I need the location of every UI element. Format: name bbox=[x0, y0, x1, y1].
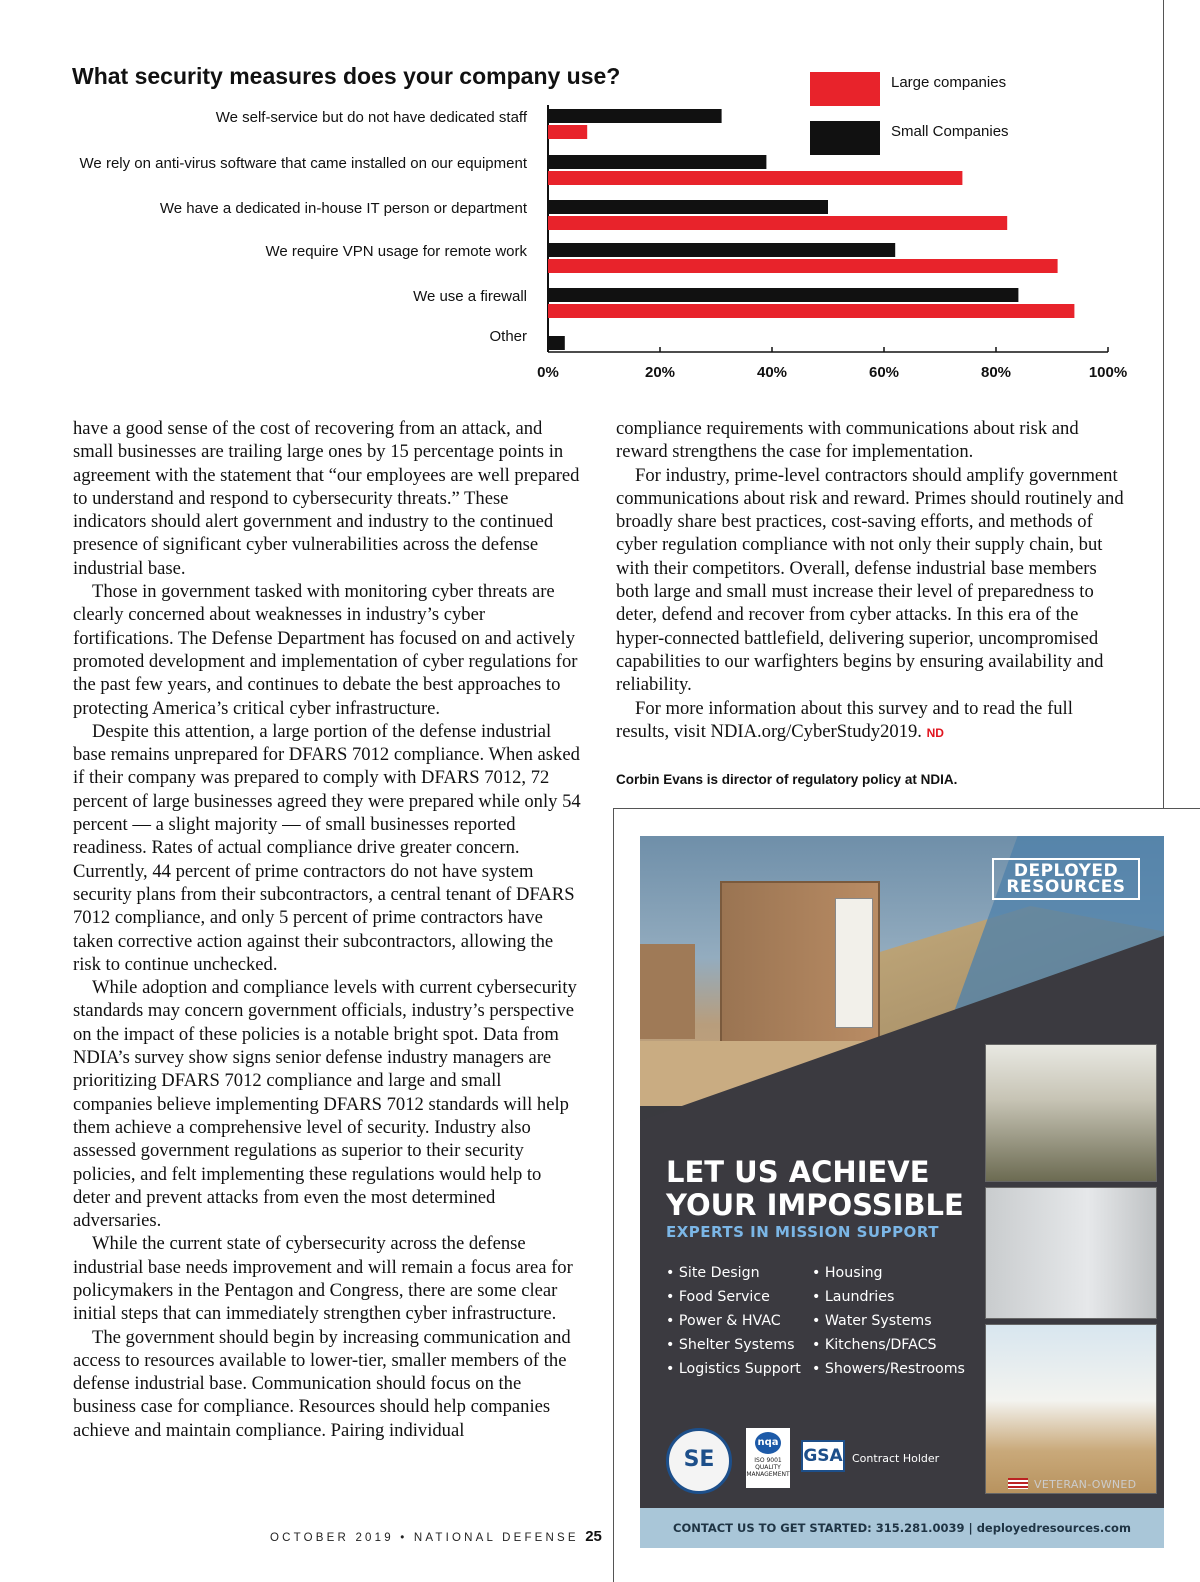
chart-legend-swatch bbox=[810, 121, 880, 155]
chart-category-label: Other bbox=[489, 328, 527, 345]
ad-contract-holder: Contract Holder bbox=[852, 1452, 940, 1465]
article-paragraph: Those in government tasked with monitoring cyber threats are clearly concerned about weaknesses in industry’s cyber fortifications. The Defense Department has focused on and actively promoted development and implementation of cyber regulations for the past few years, and continues to debate the best approaches to protecting America’s critical cyber infrastructure. bbox=[73, 581, 578, 719]
page-footer bbox=[270, 1528, 602, 1545]
ad-services-right bbox=[812, 1261, 965, 1381]
chart-legend-swatch bbox=[810, 72, 880, 106]
ad-gsa-logo-icon: GSA bbox=[801, 1440, 845, 1472]
ad-frame-left-rule bbox=[613, 808, 614, 1582]
ad-contact-bar[interactable]: CONTACT US TO GET STARTED: 315.281.0039 | deployedresources.com bbox=[640, 1508, 1164, 1548]
ad-service-item: • Logistics Support bbox=[666, 1357, 801, 1381]
chart-bar-small bbox=[548, 336, 565, 350]
ad-services-left bbox=[666, 1261, 801, 1381]
chart-bar-small bbox=[548, 109, 722, 123]
ad-service-item: • Housing bbox=[812, 1261, 965, 1285]
article-column-left bbox=[73, 417, 583, 1442]
article-paragraph: compliance requirements with communications about risk and reward strengthens the case for implementation. bbox=[616, 418, 1079, 463]
ad-headline bbox=[666, 1156, 964, 1222]
quality-label: QUALITY MANAGEMENT bbox=[746, 1464, 790, 1478]
chart-category-label: We require VPN usage for remote work bbox=[265, 243, 527, 260]
ad-service-item: • Food Service bbox=[666, 1285, 801, 1309]
page-rule-vertical bbox=[1163, 0, 1164, 808]
chart-bar-small bbox=[548, 243, 895, 257]
chart-x-tick-label: 60% bbox=[868, 364, 900, 381]
nqa-logo: nqa bbox=[755, 1432, 781, 1454]
ad-service-item: • Laundries bbox=[812, 1285, 965, 1309]
chart-legend-label: Large companies bbox=[891, 74, 1007, 91]
chart-x-tick-label: 0% bbox=[537, 364, 559, 381]
article-paragraph: For more information about this survey and to read the full results, visit NDIA.org/CyberStudy2019. ND bbox=[616, 697, 1073, 742]
chart-category-label: We self-service but do not have dedicated staff bbox=[215, 109, 527, 126]
chart-bar-large bbox=[548, 125, 587, 139]
article-paragraph: While adoption and compliance levels with current cybersecurity standards may concern government officials, industry’s perspective on the impact of these policies is a notable bright spot. Data from NDIA’s survey show signs senior defense industry managers are prioritizing DFARS 7012 compliance and large and small companies believe implementing DFARS 7012 standards will help them achieve a comprehensive level of security. Industry also assessed government regulations as superior to their security policies, and felt implementing these regulations would help to deter and prevent attacks from even the most determined adversaries. bbox=[73, 977, 577, 1232]
chart-title: What security measures does your company use? bbox=[72, 63, 621, 89]
ad-headline-line1: LET US ACHIEVE bbox=[666, 1155, 930, 1189]
deployed-resources-ad[interactable] bbox=[640, 836, 1164, 1548]
chart-category-label: We have a dedicated in-house IT person or department bbox=[159, 200, 527, 217]
ad-service-item: • Kitchens/DFACS bbox=[812, 1333, 965, 1357]
article-paragraph: have a good sense of the cost of recovering from an attack, and small businesses are trailing large ones by 15 percentage points in agreement with the statement that “our employees are well prepared to understand and respond to cybersecurity threats.” These indicators should alert government and industry to the continued presence of significant cyber vulnerabilities across the defense industrial base. bbox=[73, 418, 580, 579]
ad-frame-top-rule bbox=[613, 808, 1200, 809]
chart-bar-large bbox=[548, 304, 1074, 318]
chart-legend-label: Small Companies bbox=[891, 123, 1009, 140]
chart-bar-small bbox=[548, 288, 1018, 302]
security-measures-chart bbox=[0, 0, 1160, 400]
article-paragraph: While the current state of cybersecurity across the defense industrial base needs improvement and will remain a focus area for policymakers in the Pentagon and Congress, there are some clear initial steps that can immediately strengthen cyber infrastructure. bbox=[73, 1233, 573, 1325]
ad-logo bbox=[992, 858, 1140, 900]
chart-bar-large bbox=[548, 216, 1007, 230]
ad-logo-line2: RESOURCES bbox=[1006, 877, 1126, 897]
chart-x-tick-label: 80% bbox=[980, 364, 1012, 381]
ad-headline-line2: YOUR IMPOSSIBLE bbox=[666, 1188, 964, 1222]
ad-safe-seal-icon: SE bbox=[666, 1428, 732, 1494]
ad-container-door bbox=[835, 898, 873, 1028]
chart-category-label: We use a firewall bbox=[413, 288, 527, 305]
article-paragraph: The government should begin by increasing communication and access to resources available to lower-tier, smaller members of the defense industrial base. Communication should focus on the business case for compliance. Resources should help companies achieve and maintain compliance. Pairing individual bbox=[73, 1326, 571, 1441]
ad-service-item: • Site Design bbox=[666, 1261, 801, 1285]
footer-publication: OCTOBER 2019 • NATIONAL DEFENSE bbox=[270, 1532, 579, 1544]
page-number: 25 bbox=[585, 1528, 602, 1545]
ad-service-item: • Water Systems bbox=[812, 1309, 965, 1333]
chart-category-label: We rely on anti-virus software that came installed on our equipment bbox=[79, 155, 527, 172]
article-paragraph: For industry, prime-level contractors should amplify government communications about risk and reward. Primes should routinely and broadly share best practices, cost-saving efforts, and methods of cyber regulation compliance with not only their supply chain, but with their competitors. Overall, defense industrial base members both large and small must increase their level of preparedness to deter, defend and recover from cyber attacks. In this era of the hyper-connected battlefield, delivering superior, uncompromised capabilities to our warfighters begins by ensuring availability and reliability. bbox=[616, 464, 1124, 696]
ad-container-small bbox=[640, 944, 695, 1039]
article-paragraph: Despite this attention, a large portion of the defense industrial base remains unprepared for DFARS 7012 compliance. When asked if their company was prepared to comply with DFARS 7012, 72 percent of large businesses agreed they were prepared while only 54 percent — a slight majority — of small businesses reported readiness. Rates of actual compliance drive greater concern. Currently, 44 percent of prime contractors do not have system security plans from their subcontractors, a central tenant of DFARS 7012 compliance, and only 5 percent of prime contractors have taken corrective action against their subcontractors, allowing the risk to continue unchecked. bbox=[73, 720, 581, 975]
chart-x-tick-label: 40% bbox=[756, 364, 788, 381]
ad-photo-shelters bbox=[985, 1324, 1157, 1494]
ad-service-item: • Shelter Systems bbox=[666, 1333, 801, 1357]
chart-bar-large bbox=[548, 259, 1058, 273]
chart-x-tick-label: 20% bbox=[644, 364, 676, 381]
author-byline: Corbin Evans is director of regulatory policy at NDIA. bbox=[616, 772, 958, 787]
ad-logo-line1: DEPLOYED bbox=[1013, 861, 1119, 881]
chart-bar-large bbox=[548, 171, 962, 185]
iso-label: ISO 9001 bbox=[754, 1457, 782, 1464]
ad-photo-dining bbox=[985, 1044, 1157, 1182]
chart-bar-small bbox=[548, 200, 828, 214]
ad-nqa-iso-badge-icon bbox=[746, 1428, 790, 1488]
end-mark: ND bbox=[926, 725, 944, 740]
ad-service-item: • Showers/Restrooms bbox=[812, 1357, 965, 1381]
ad-subhead: EXPERTS IN MISSION SUPPORT bbox=[666, 1223, 939, 1241]
ad-photo-laundry bbox=[985, 1187, 1157, 1319]
chart-x-tick-label: 100% bbox=[1088, 364, 1128, 381]
article-column-right bbox=[616, 417, 1128, 745]
ad-service-item: • Power & HVAC bbox=[666, 1309, 801, 1333]
ad-veteran-owned: VETERAN-OWNED bbox=[1008, 1478, 1136, 1491]
us-flag-icon bbox=[1008, 1478, 1028, 1489]
chart-bar-small bbox=[548, 155, 766, 169]
